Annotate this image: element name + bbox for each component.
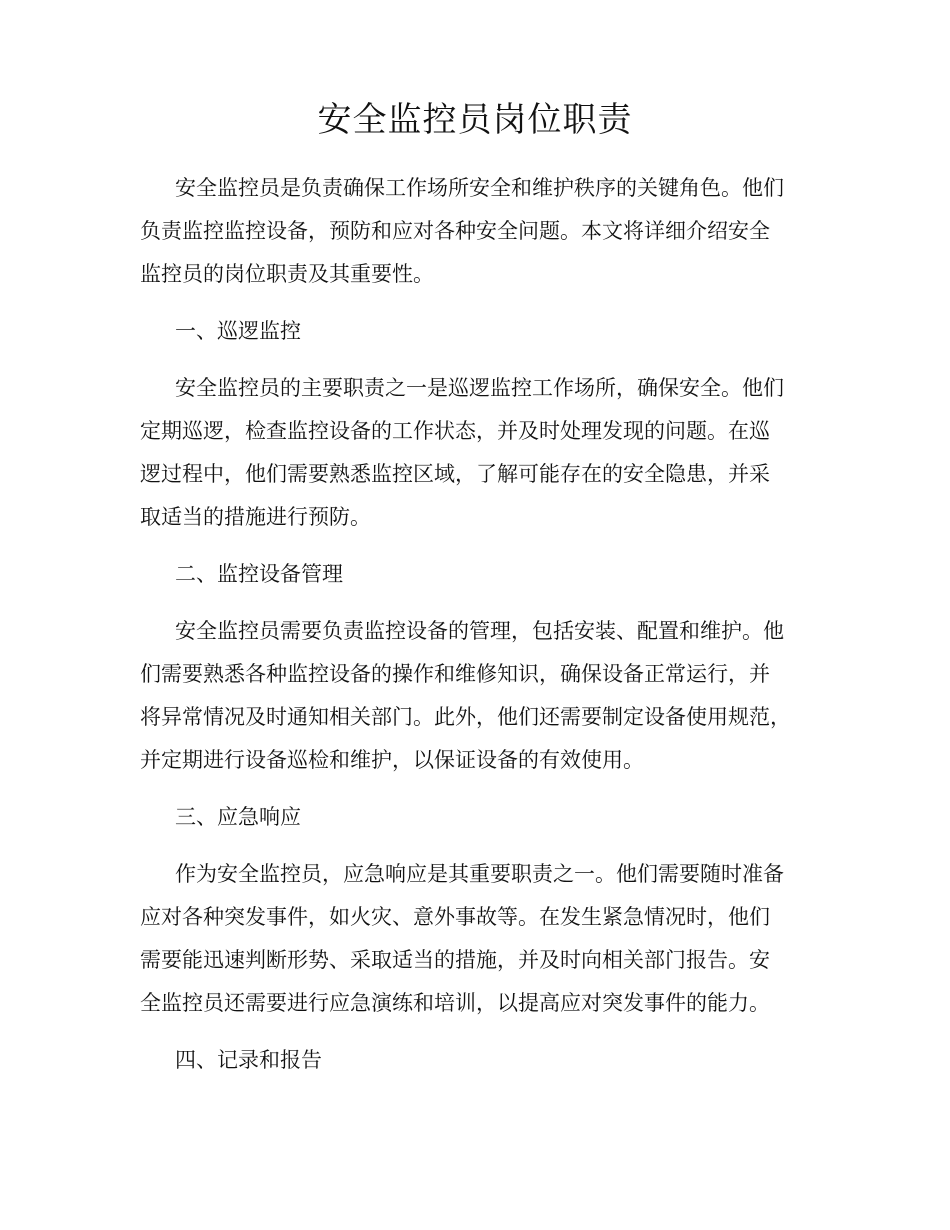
section1-line: 定期巡逻，检查监控设备的工作状态，并及时处理发现的问题。在巡 [140,419,770,443]
section3-line: 作为安全监控员，应急响应是其重要职责之一。他们需要随时准备 [175,862,784,886]
page-title: 安全监控员岗位职责 [317,100,633,140]
section2-line: 们需要熟悉各种监控设备的操作和维修知识，确保设备正常运行，并 [140,662,770,686]
section3-line: 全监控员还需要进行应急演练和培训，以提高应对突发事件的能力。 [140,991,770,1015]
section2-line: 安全监控员需要负责监控设备的管理，包括安装、配置和维护。他 [175,619,784,643]
intro-line: 监控员的岗位职责及其重要性。 [140,262,434,286]
section-heading-equipment: 二、监控设备管理 [175,562,343,586]
intro-line: 安全监控员是负责确保工作场所安全和维护秩序的关键角色。他们 [175,176,784,200]
section3-line: 需要能迅速判断形势、采取适当的措施，并及时向相关部门报告。安 [140,948,770,972]
section3-line: 应对各种突发事件，如火灾、意外事故等。在发生紧急情况时，他们 [140,905,770,929]
section2-line: 将异常情况及时通知相关部门。此外，他们还需要制定设备使用规范， [140,705,791,729]
section-heading-records: 四、记录和报告 [175,1048,322,1072]
section2-line: 并定期进行设备巡检和维护，以保证设备的有效使用。 [140,748,644,772]
section1-line: 逻过程中，他们需要熟悉监控区域，了解可能存在的安全隐患，并采 [140,462,770,486]
section-heading-patrol: 一、巡逻监控 [175,319,301,343]
section1-line: 安全监控员的主要职责之一是巡逻监控工作场所，确保安全。他们 [175,376,784,400]
section1-line: 取适当的措施进行预防。 [140,505,371,529]
intro-line: 负责监控监控设备，预防和应对各种安全问题。本文将详细介绍安全 [140,219,770,243]
section-heading-emergency: 三、应急响应 [175,805,301,829]
